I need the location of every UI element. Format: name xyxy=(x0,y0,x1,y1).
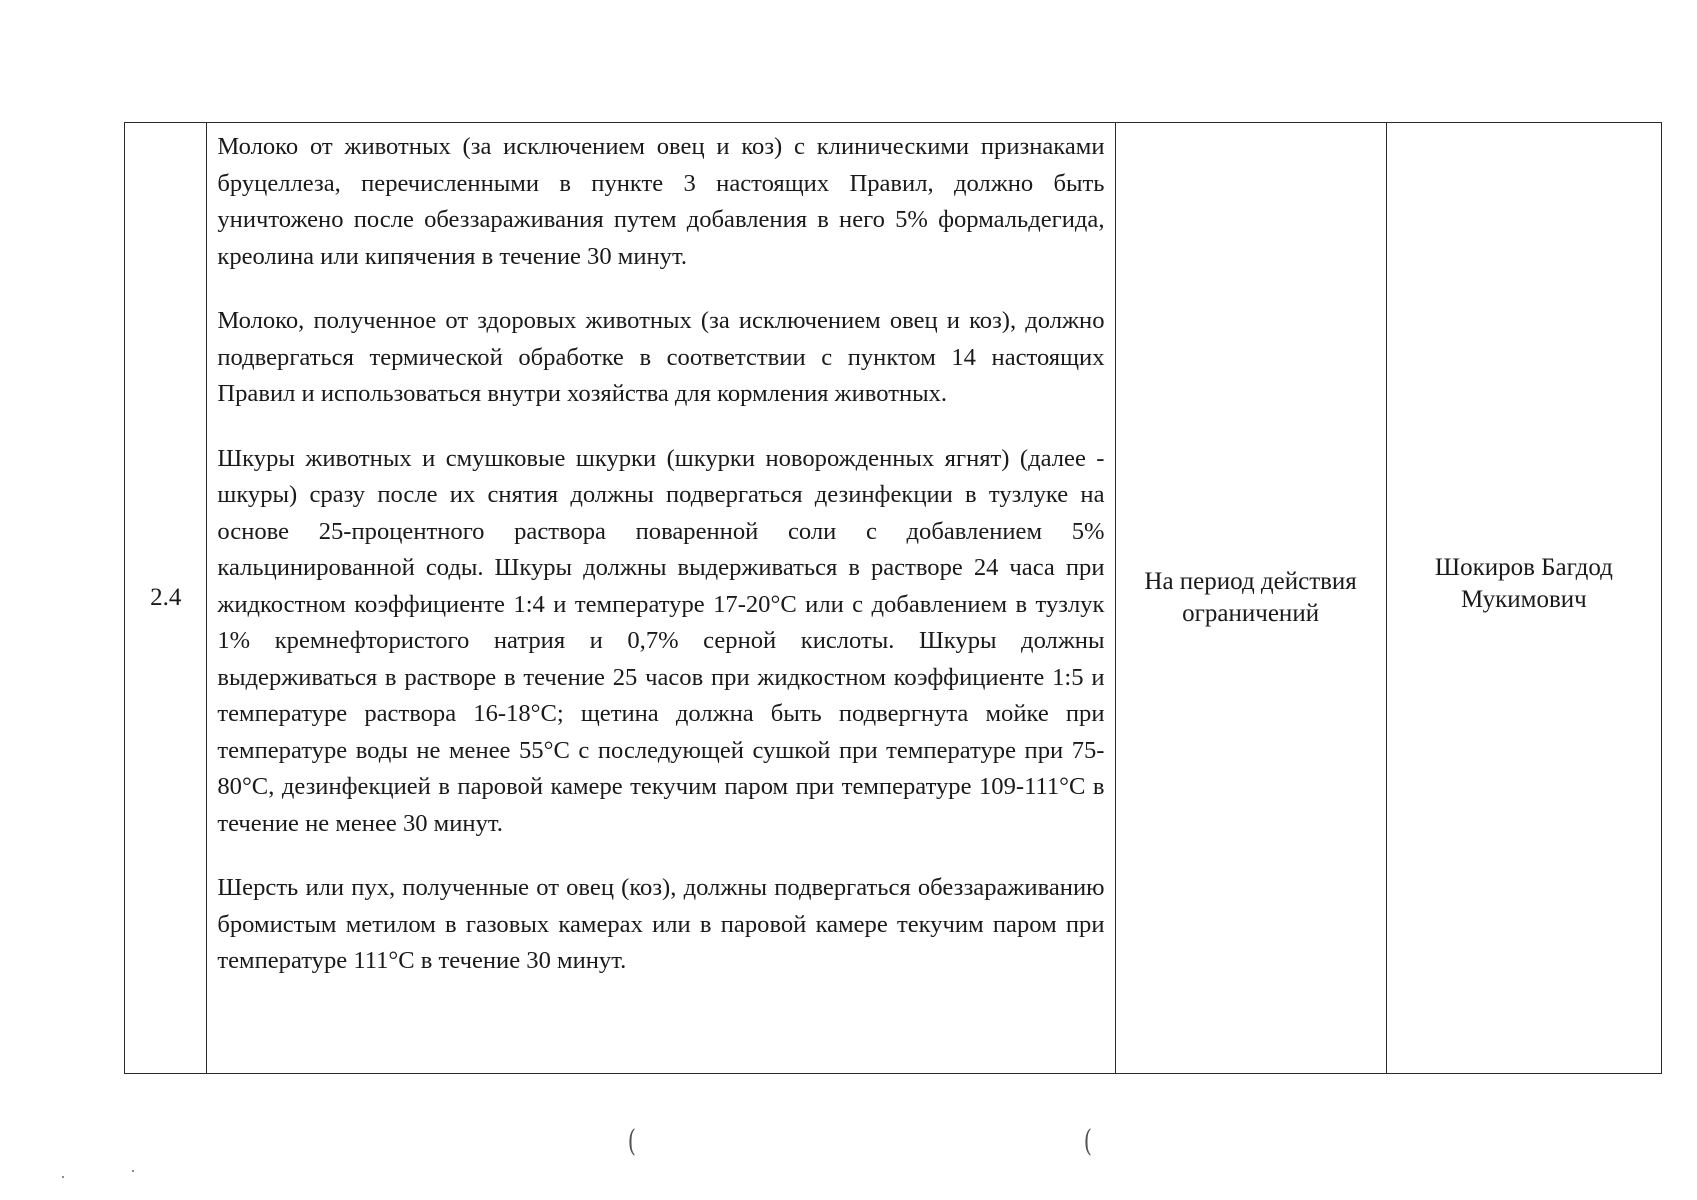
paragraph-wool: Шерсть или пух, полученные от овец (коз), должны подвергаться обеззараживанию бромистым метилом в газовых камерах или в паровой камере текучим паром при температуре 111°С в течение 30 минут. xyxy=(217,874,1105,974)
scan-speck xyxy=(62,1176,64,1178)
scan-mark-right: ( xyxy=(1083,1124,1092,1159)
measure-description-cell xyxy=(207,123,1115,1074)
measures-table xyxy=(124,122,1662,1074)
responsible-cell xyxy=(1386,123,1661,1074)
responsible-line-1: Шокиров Багдод xyxy=(1434,554,1613,581)
scan-speck xyxy=(132,1170,134,1172)
paragraph-milk-healthy: Молоко, полученное от здоровых животных (за исключением овец и коз), должно подвергаться термической обработке в соответствии с пунктом 14 настоящих Правил и использоваться внутри хозяйства для кормления животных. xyxy=(217,307,1105,407)
period-line-1: На период действия xyxy=(1144,568,1357,595)
period-line-2: ограничений xyxy=(1182,600,1320,627)
paragraph-hides: Шкуры животных и смушковые шкурки (шкурки новорожденных ягнят) (далее - шкуры) сразу после их снятия должны подвергаться дезинфекции в тузлуке на основе 25-процентного раствора поваренной соли с добавлением 5% кальцинированной соды. Шкуры должны выдерживаться в растворе 24 часа при жидкостном коэффициенте 1:4 и температуре 17-20°С или с добавлением в тузлук 1% кремнефтористого натрия и 0,7% серной кислоты. Шкуры должны выдерживаться в растворе в течение 25 часов при жидкостном коэффициенте 1:5 и температуре раствора 16-18°С; щетина должна быть подвергнута мойке при температуре воды не менее 55°С с последующей сушкой при температуре при 75-80°С, дезинфекцией в паровой камере текучим паром при температуре 109-111°С в течение не менее 30 минут. xyxy=(217,444,1105,837)
paragraph-milk-sick: Молоко от животных (за исключением овец и коз) с клиническими признаками бруцеллеза, перечисленными в пункте 3 настоящих Правил, должно быть уничтожено после обеззараживания путем добавления в него 5% формальдегида, креолина или кипячения в течение 30 минут. xyxy=(217,133,1105,270)
responsible-line-2: Мукимович xyxy=(1461,586,1587,613)
scan-mark-left: ( xyxy=(627,1124,636,1159)
row-number: 2.4 xyxy=(125,123,207,1074)
table-row xyxy=(125,123,1662,1074)
period-cell xyxy=(1115,123,1386,1074)
